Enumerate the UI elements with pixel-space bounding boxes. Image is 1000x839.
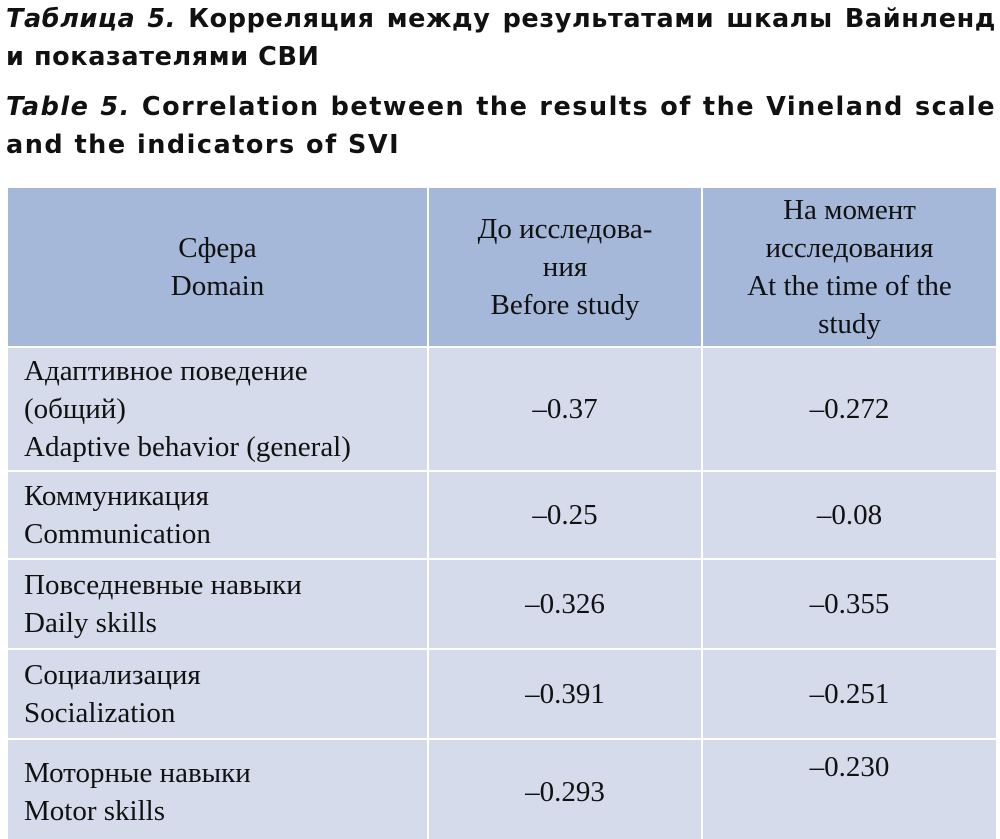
header-before-en: Before study: [490, 289, 640, 321]
table-row: [7, 649, 997, 739]
table-row: [7, 559, 997, 649]
header-before-ru-line1: До исследова-: [477, 213, 653, 245]
header-domain: [7, 187, 428, 347]
before-study-value: –0.25: [428, 471, 702, 559]
header-at-time-ru-line1: На момент: [783, 194, 916, 226]
domain-cell: [7, 739, 428, 839]
at-time-value: –0.08: [702, 471, 997, 559]
domain-cell: [7, 471, 428, 559]
header-at-time-en-line2: study: [818, 308, 881, 340]
domain-cell: [7, 559, 428, 649]
at-time-value: –0.355: [702, 559, 997, 649]
domain-ru: Коммуникация: [24, 480, 209, 512]
header-at-time-ru-line2: исследования: [765, 232, 934, 264]
header-at-time-of-study: [702, 187, 997, 347]
table-caption-en: [6, 88, 996, 164]
before-study-value: –0.391: [428, 649, 702, 739]
header-before-study: [428, 187, 702, 347]
correlation-table: [6, 186, 998, 839]
domain-en: Socialization: [24, 697, 176, 729]
header-domain-en: Domain: [170, 270, 265, 302]
table-row: [7, 739, 997, 839]
caption-en-text: Correlation between the results of the Vineland scale and the indicators of SVI: [6, 92, 996, 160]
domain-ru: Моторные навыки: [24, 757, 251, 789]
domain-cell: [7, 347, 428, 471]
domain-ru: Социализация: [24, 659, 201, 691]
domain-ru-line1: Адаптивное поведение: [24, 355, 308, 387]
caption-ru-text: Корреляция между результатами шкалы Вайнленд и показателями СВИ: [6, 4, 996, 72]
header-at-time-en-line1: At the time of the: [747, 270, 952, 302]
domain-en: Daily skills: [24, 607, 157, 639]
caption-ru-label: Таблица 5.: [6, 4, 177, 34]
table-header-row: [7, 187, 997, 347]
domain-ru: Повседневные навыки: [24, 569, 302, 601]
at-time-value: –0.251: [702, 649, 997, 739]
domain-en: Adaptive behavior (general): [24, 431, 351, 463]
domain-ru-line2: (общий): [24, 393, 126, 425]
table-caption-ru: [6, 0, 996, 76]
header-before-ru-line2: ния: [542, 251, 588, 283]
at-time-value: –0.272: [702, 347, 997, 471]
domain-en: Communication: [24, 518, 211, 550]
table-row: [7, 347, 997, 471]
header-domain-ru: Сфера: [178, 232, 257, 264]
before-study-value: –0.326: [428, 559, 702, 649]
before-study-value: –0.293: [428, 739, 702, 839]
domain-cell: [7, 649, 428, 739]
before-study-value: –0.37: [428, 347, 702, 471]
at-time-value: –0.230: [702, 739, 997, 839]
table-row: [7, 471, 997, 559]
domain-en: Motor skills: [24, 795, 165, 827]
caption-en-label: Table 5.: [6, 92, 131, 122]
